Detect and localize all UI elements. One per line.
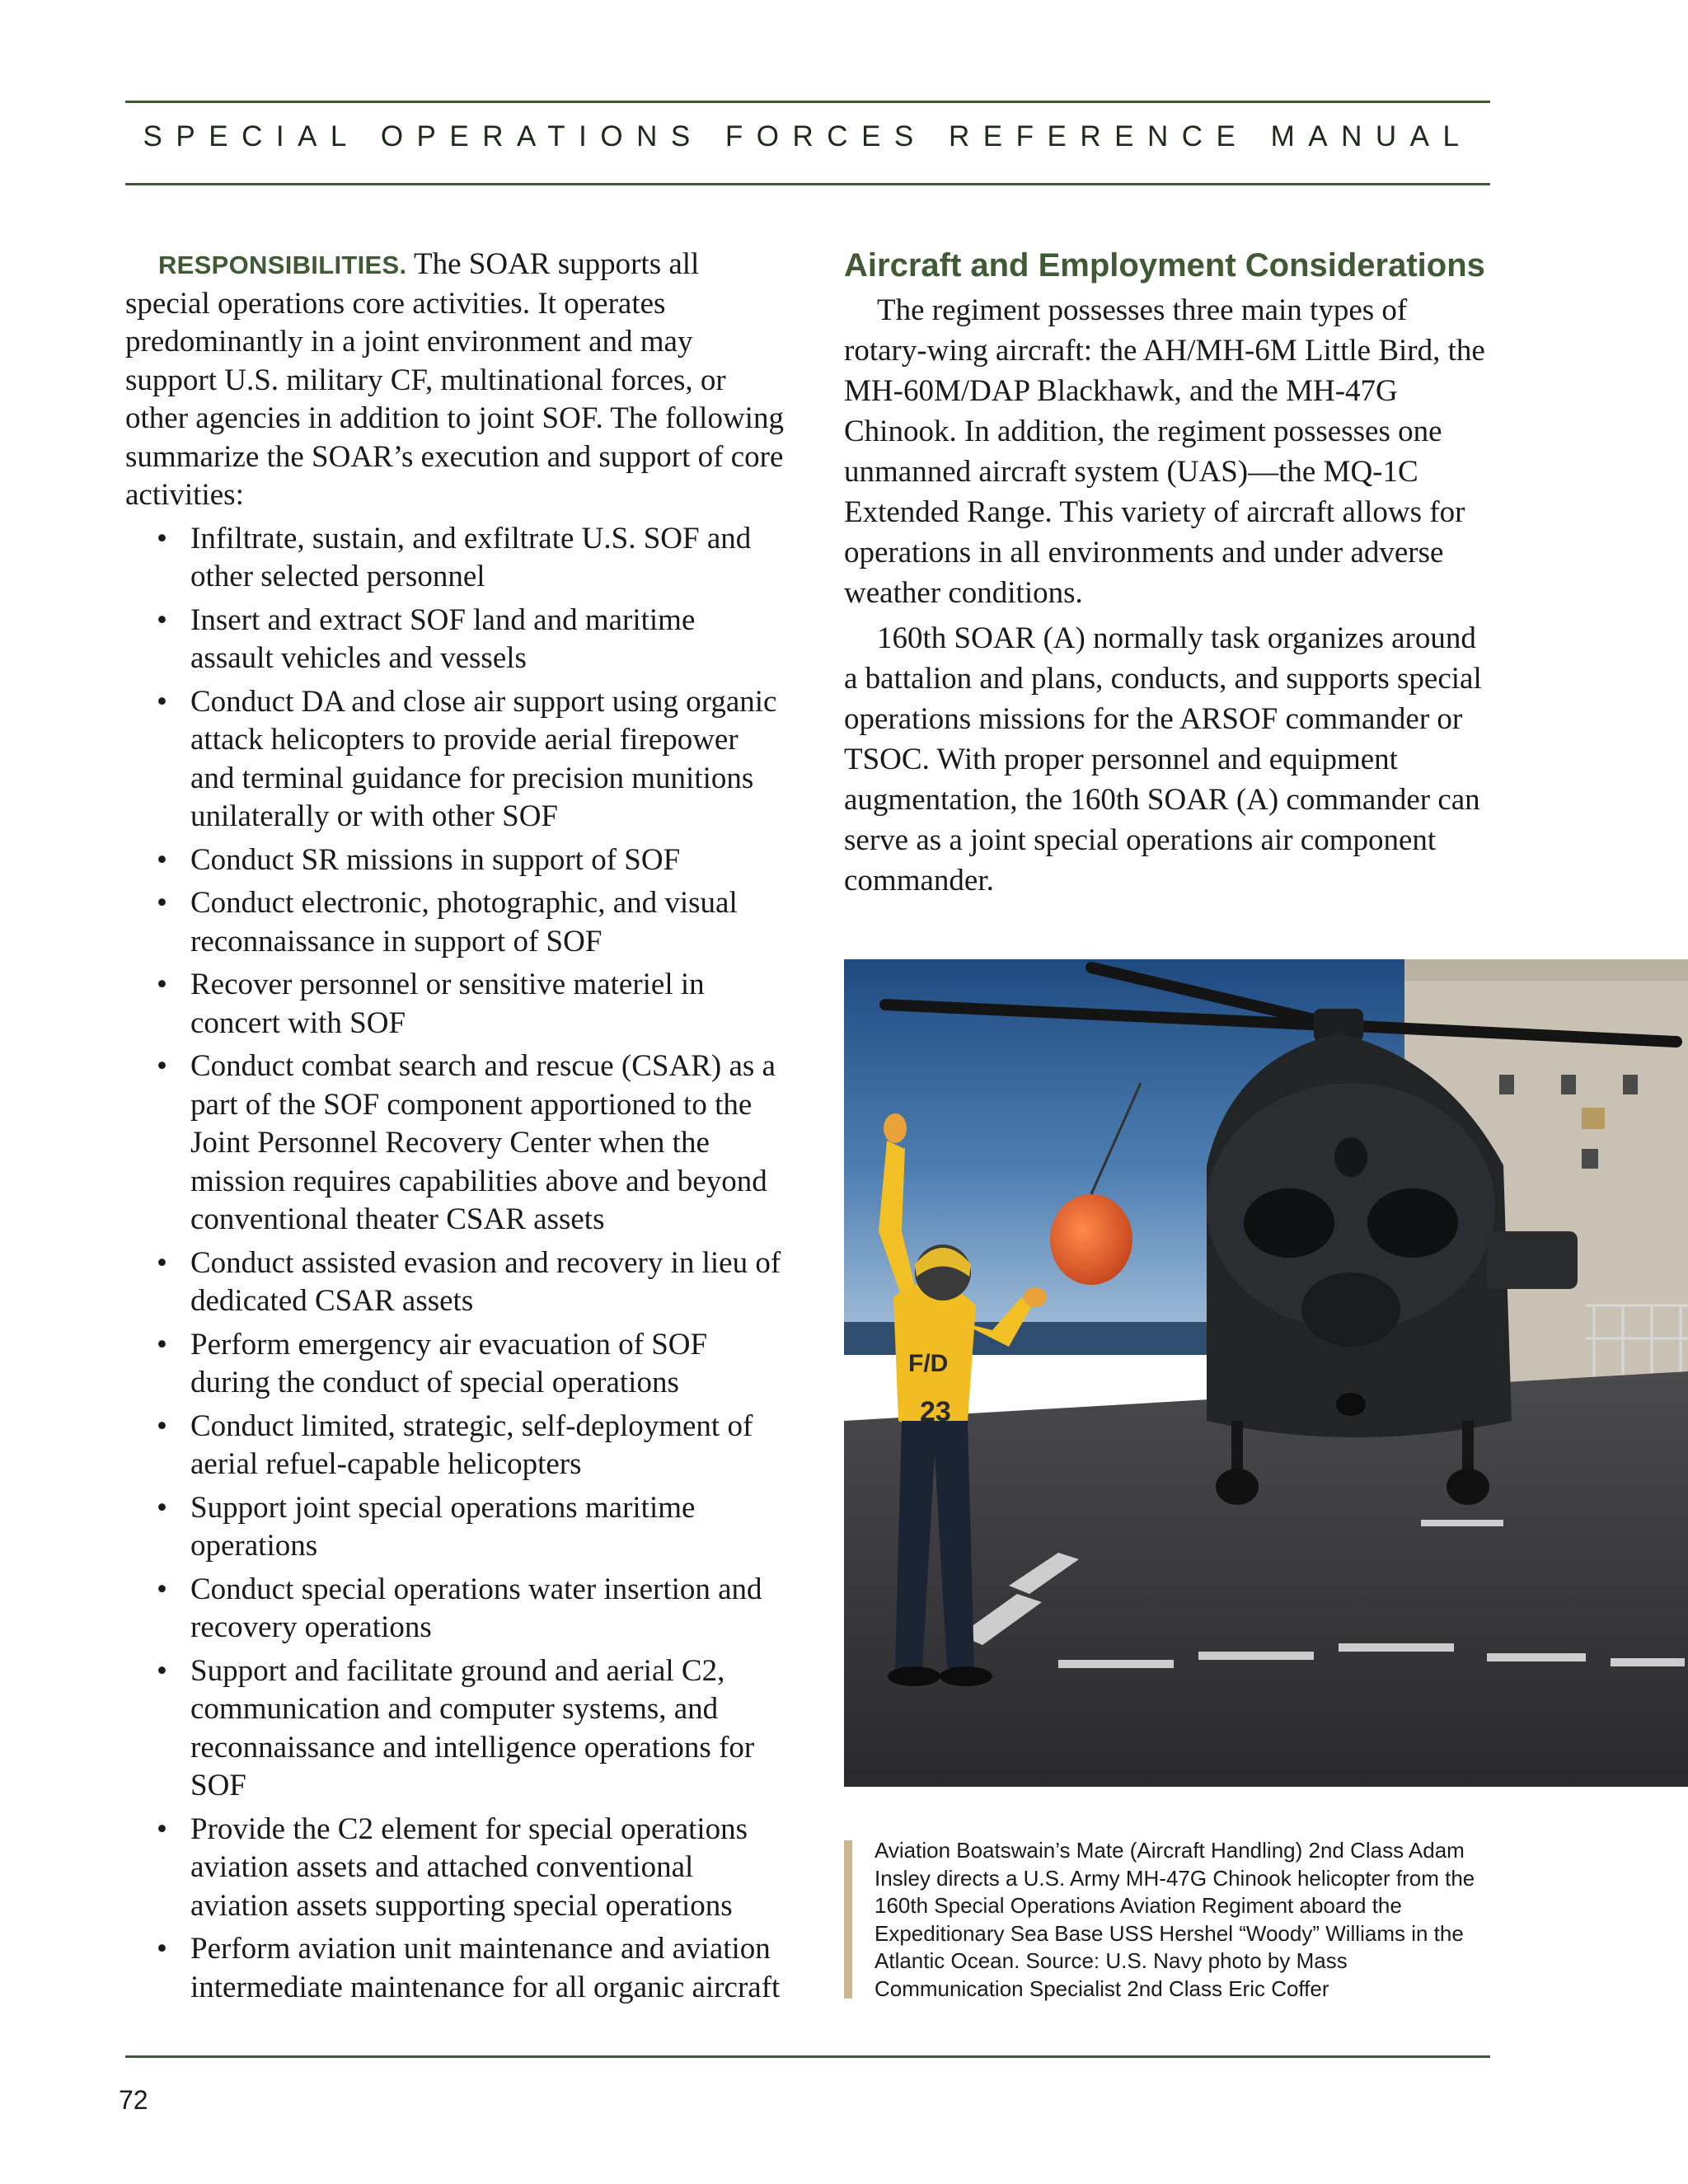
- section-heading: Aircraft and Employment Considerations: [844, 247, 1485, 284]
- list-item: • Insert and extract SOF land and maritime assault vehicles and vessels: [125, 602, 785, 678]
- rescue-bucket: [1050, 1194, 1132, 1285]
- list-item: • Perform emergency air evacuation of SOF during the conduct of special operations: [125, 1326, 785, 1403]
- list-item: • Conduct DA and close air support using organic attack helicopters to provide aerial firepower and terminal guidance for precision munitions unilaterally or with other SOF: [125, 683, 785, 837]
- chinook-photo: [844, 959, 1688, 1787]
- list-item: • Provide the C2 element for special operations aviation assets and attached conventional aviation assets supporting special operations: [125, 1811, 785, 1926]
- aircraft-paragraph-1: The regiment possesses three main types of rotary-wing aircraft: the AH/MH-6M Little Bird, the MH-60M/DAP Blackhawk, and the MH-47G Chinook. In addition, the regiment possesses one unmanned aircraft system (UAS)—the MQ-1C Extended Range. This variety of aircraft allows for operations in all environments and under adverse weather conditions.: [844, 293, 1485, 610]
- responsibilities-intro: The SOAR supports all special operations core activities. It operates predominantly in a joint environment and may support U.S. military CF, multinational forces, or other agencies in addition to joint SOF. The following summarize the SOAR’s execution and support of core activities:: [125, 247, 784, 512]
- vest-letters: F/D: [908, 1350, 949, 1377]
- header-bottom-rule: [125, 183, 1490, 185]
- list-item: • Support and facilitate ground and aerial C2, communication and computer systems, and reconnaissance and intelligence operations for SOF: [125, 1652, 785, 1806]
- list-item: • Conduct combat search and rescue (CSAR) as a part of the SOF component apportioned to the Joint Personnel Recovery Center when the mission requires capabilities above and beyond conventional theater CSAR assets: [125, 1047, 785, 1240]
- list-item: • Conduct special operations water insertion and recovery operations: [125, 1571, 785, 1647]
- list-item: • Conduct assisted evasion and recovery in lieu of dedicated CSAR assets: [125, 1244, 785, 1321]
- vest-number: 23: [920, 1396, 951, 1427]
- list-item: • Recover personnel or sensitive materiel in concert with SOF: [125, 966, 785, 1043]
- page-number: 72: [119, 2085, 148, 2115]
- running-header: SPECIAL OPERATIONS FORCES REFERENCE MANUAL: [143, 120, 1473, 152]
- responsibilities-paragraph: [125, 246, 785, 515]
- responsibilities-lead-in: RESPONSIBILITIES.: [158, 251, 407, 279]
- photo-caption: Aviation Boatswain’s Mate (Aircraft Handling) 2nd Class Adam Insley directs a U.S. Army MH-47G Chinook helicopter from the 160th Special Operations Aviation Regiment aboard the Expeditionary Sea Base USS Hershel “Woody” Williams in the Atlantic Ocean. Source: U.S. Navy photo by Mass Communication Specialist 2nd Class Eric Coffer: [874, 1838, 1475, 2001]
- footer-rule: [125, 2055, 1490, 2058]
- aircraft-paragraph-2: 160th SOAR (A) normally task organizes around a battalion and plans, conducts, and supports special operations missions for the ARSOF commander or TSOC. With proper personnel and equipment augmentation, the 160th SOAR (A) commander can serve as a joint special operations air component commander.: [844, 621, 1482, 898]
- caption-bar: [844, 1840, 852, 1999]
- list-item: • Conduct limited, strategic, self-deployment of aerial refuel-capable helicopters: [125, 1408, 785, 1484]
- header-top-rule: [125, 101, 1490, 103]
- responsibilities-list: [125, 520, 785, 2008]
- list-item: • Support joint special operations maritime operations: [125, 1489, 785, 1566]
- list-item: • Conduct electronic, photographic, and visual reconnaissance in support of SOF: [125, 884, 785, 961]
- list-item: • Perform aviation unit maintenance and aviation intermediate maintenance for all organic aircraft: [125, 1930, 785, 2007]
- left-column: [125, 246, 785, 2012]
- chinook-illustration: [844, 959, 1688, 1787]
- list-item: • Conduct SR missions in support of SOF: [125, 841, 785, 880]
- list-item: • Infiltrate, sustain, and exfiltrate U.S. SOF and other selected personnel: [125, 520, 785, 597]
- right-column: [844, 242, 1490, 906]
